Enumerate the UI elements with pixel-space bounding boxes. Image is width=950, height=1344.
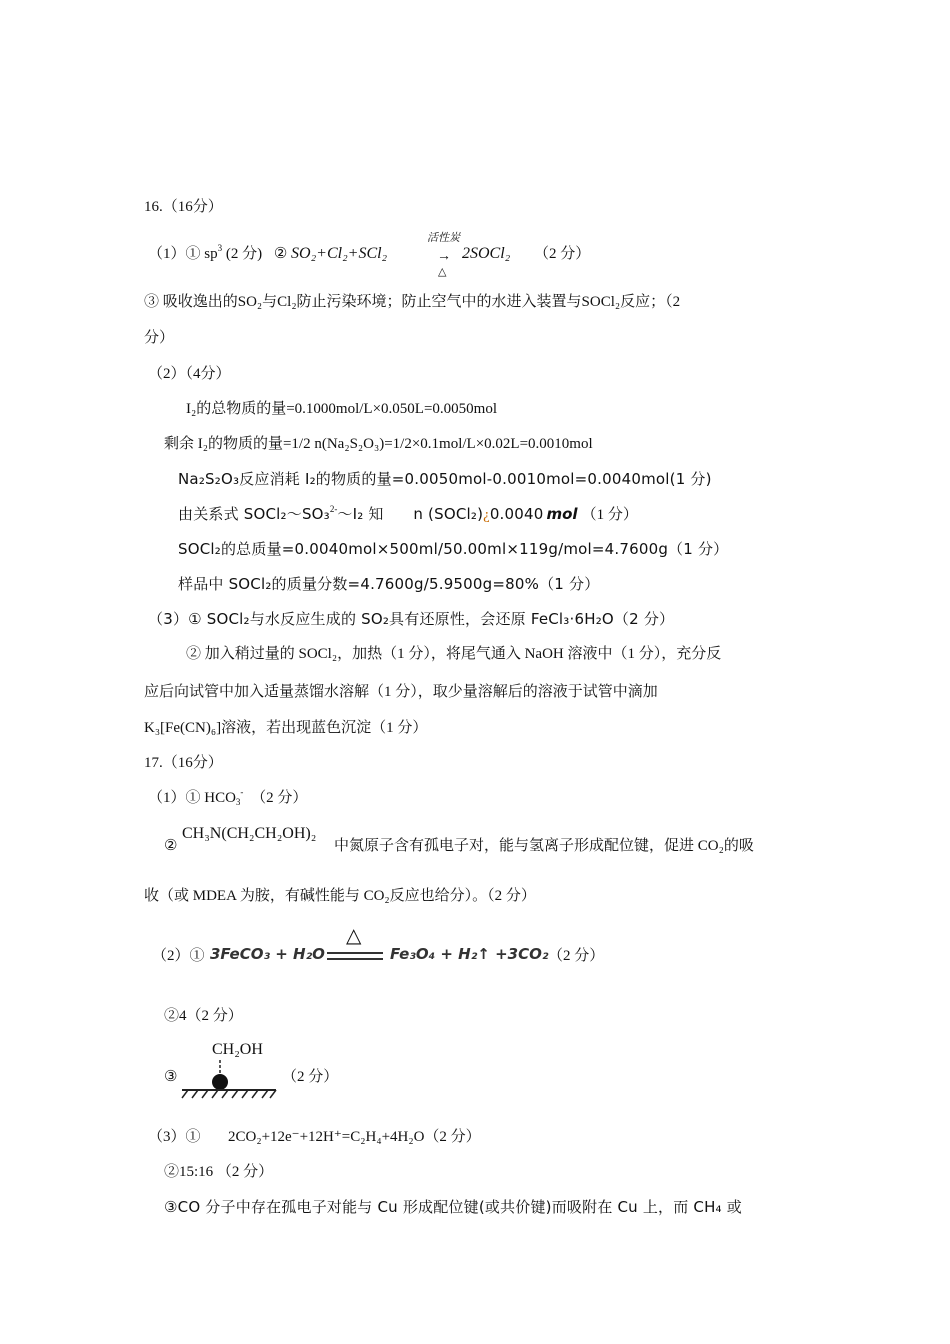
q16-p2-l4-know: ～I₂ 知 (337, 505, 384, 523)
q16-arrow: → (437, 249, 451, 264)
q17-p1-line3: 收（或 MDEA 为胺，有碱性能与 CO₂反应也给分）。（2 分） (144, 888, 536, 904)
q17-p2-circ3: ③ (164, 1069, 178, 1085)
q17-p2-line2: ②4（2 分） (164, 1008, 243, 1024)
q16-p2-l4-sup: 2- (329, 504, 338, 514)
q16-p1-label: （1）① sp (148, 246, 218, 262)
q16-p2-l4-score: （1 分） (581, 507, 638, 523)
q17-adsorption-diagram (180, 1058, 280, 1102)
q16-p3-line4: K₃[Fe(CN)₆]溶液，若出现蓝色沉淀（1 分） (144, 720, 428, 736)
q17-p2-score: （2 分） (548, 948, 605, 964)
q16-p2-l4-glyph: ¿ (483, 507, 490, 523)
q16-p2-line3: Na₂S₂O₃反应消耗 I₂的物质的量=0.0050mol-0.0010mol=0.0040mol(1 分) (178, 470, 712, 488)
q17-mdea-formula: CH₃N(CH₂CH₂OH)₂ (182, 825, 317, 842)
q17-p1-hco: （1）① HCO (148, 790, 236, 806)
q17-p2-label: （2）① (152, 948, 205, 964)
q16-p2-line6: 样品中 SOCl₂的质量分数=4.7600g/5.9500g=80%（1 分） (178, 575, 600, 593)
q16-p2-l4-relation: 由关系式 SOCl₂～SO₃ (178, 505, 330, 523)
q17-p1-circ2: ② (164, 838, 178, 854)
q17-p1-line2-text: 中氮原子含有孤电子对，能与氢离子形成配位键，促进 CO₂的吸 (334, 838, 754, 854)
q17-p3-label: （3）① (148, 1129, 201, 1145)
q16-p1-3-line2: 分） (144, 330, 175, 346)
q16-eq-right: 2SOCl₂ (462, 245, 511, 262)
q17-eq-line-bottom (327, 958, 383, 960)
q16-header: 16.（16分） (144, 199, 223, 215)
q16-p2-line4 (178, 504, 638, 525)
q16-p2-l4-n: n (SOCl₂) (413, 505, 484, 523)
q17-eq-right: Fe₃O₄ + H₂↑ +3CO₂ (390, 945, 549, 963)
q17-p1-score: （2 分） (251, 790, 308, 806)
q17-p2-l3-score: （2 分） (282, 1069, 339, 1085)
q17-eq-heat: △ (346, 925, 362, 947)
q16-arrow-condition: 活性炭 (427, 232, 460, 244)
q17-adsorb-label: CH₂OH (212, 1041, 263, 1058)
q17-p3-line2: ②15:16 （2 分） (164, 1164, 274, 1180)
q16-p2-l4-value: 0.0040 (489, 505, 544, 523)
q16-eq-left: SO₂+Cl₂+SCl₂ (291, 245, 388, 262)
q16-p3-line2: ② 加入稍过量的 SOCl₂，加热（1 分），将尾气通入 NaOH 溶液中（1 分），充分反 (186, 646, 722, 662)
q17-p1-line1 (148, 788, 307, 808)
q16-p1-score1: (2 分) (222, 246, 263, 262)
q17-p1-sup: - (240, 787, 244, 797)
q16-p2-line5: SOCl₂的总质量=0.0040mol×500ml/50.00ml×119g/mol=4.7600g（1 分） (178, 540, 729, 558)
q16-arrow-heat: △ (438, 266, 447, 278)
q17-surface-hatch (182, 1090, 276, 1098)
q17-p3-line3: ③CO 分子中存在孤电子对能与 Cu 形成配位键(或共价键)而吸附在 Cu 上，而 CH₄ 或 (164, 1198, 742, 1216)
q17-eq-line-top (327, 952, 383, 954)
q17-header: 17.（16分） (144, 755, 223, 771)
q16-p1-3-line1: ③ 吸收逸出的SO₂与Cl₂防止污染环境；防止空气中的水进入装置与SOCl₂反应；（2 (144, 294, 681, 310)
q17-eq-left: 3FeCO₃ + H₂O (210, 945, 325, 963)
q16-part1-line (148, 244, 387, 264)
q16-p2-l4-unit: mol (546, 505, 578, 523)
q17-p3-equation: 2CO₂+12e⁻+12H⁺=C₂H₄+4H₂O（2 分） (228, 1129, 481, 1145)
q17-atom-dot (212, 1074, 228, 1090)
q16-p1-sup: 3 (217, 243, 223, 253)
q16-p3-line3: 应后向试管中加入适量蒸馏水溶解（1 分），取少量溶解后的溶液于试管中滴加 (144, 684, 658, 700)
q16-p2-line1: I₂的总物质的量=0.1000mol/L×0.050L=0.0050mol (186, 401, 498, 417)
q17-p1-sub: 3 (235, 797, 241, 807)
q16-p1-score2: （2 分） (534, 246, 591, 262)
q16-part2-header: （2）（4分） (148, 366, 231, 382)
q16-p3-line1: （3）① SOCl₂与水反应生成的 SO₂具有还原性，会还原 FeCl₃·6H₂O（2 分） (148, 610, 675, 628)
q16-p2-line2: 剩余 I₂的物质的量=1/2 n(Na₂S₂O₃)=1/2×0.1mol/L×0.02L=0.0010mol (164, 436, 593, 452)
q16-p1-circ2: ② (273, 246, 288, 262)
